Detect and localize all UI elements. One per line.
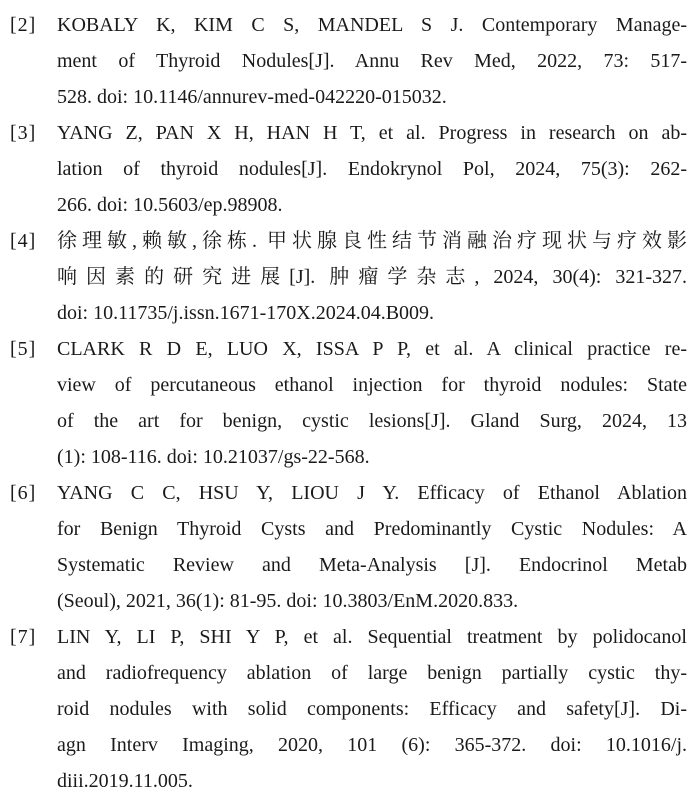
reference-text (57, 619, 687, 799)
ref-line: CLARK R D E, LUO X, ISSA P P, et al. A clinical practice re- (57, 338, 687, 360)
reference-text (57, 331, 687, 475)
ref-line: view of percutaneous ethanol injection for thyroid nodules: State (57, 374, 687, 396)
ref-line: and radiofrequency ablation of large benign partially cystic thy- (57, 662, 687, 684)
reference-number: [5] (10, 338, 37, 360)
ref-line: doi: 10.11735/j.issn.1671-170X.2024.04.B009. (57, 302, 435, 324)
ref-line: lation of thyroid nodules[J]. Endokrynol Pol, 2024, 75(3): 262- (57, 158, 687, 180)
ref-line: roid nodules with solid components: Efficacy and safety[J]. Di- (57, 698, 687, 720)
reference-number: [2] (10, 14, 37, 36)
reference-text (57, 7, 687, 115)
reference-item-5 (10, 331, 687, 475)
ref-line: 响因素的研究进展[J]. 肿瘤学杂志, 2024, 30(4): 321-327. (57, 266, 687, 288)
ref-line: 528. doi: 10.1146/annurev-med-042220-015032. (57, 86, 447, 108)
ref-line: YANG Z, PAN X H, HAN H T, et al. Progress in research on ab- (57, 122, 687, 144)
ref-line: KOBALY K, KIM C S, MANDEL S J. Contemporary Manage- (57, 14, 687, 36)
reference-item-7 (10, 619, 687, 799)
ref-line: diii.2019.11.005. (57, 770, 193, 792)
reference-text (57, 475, 687, 619)
reference-number: [7] (10, 626, 37, 648)
reference-number: [6] (10, 482, 37, 504)
ref-line: ment of Thyroid Nodules[J]. Annu Rev Med, 2022, 73: 517- (57, 50, 687, 72)
ref-line: Systematic Review and Meta-Analysis [J]. Endocrinol Metab (57, 554, 687, 576)
ref-line: 徐理敏,赖敏,徐栋. 甲状腺良性结节消融治疗现状与疗效影 (57, 230, 687, 252)
reference-item-2 (10, 7, 687, 115)
reference-item-6 (10, 475, 687, 619)
ref-line: of the art for benign, cystic lesions[J]. Gland Surg, 2024, 13 (57, 410, 687, 432)
reference-item-3 (10, 115, 687, 223)
reference-number: [3] (10, 122, 37, 144)
reference-item-4 (10, 223, 687, 331)
ref-line: (1): 108-116. doi: 10.21037/gs-22-568. (57, 446, 370, 468)
ref-line: (Seoul), 2021, 36(1): 81-95. doi: 10.3803/EnM.2020.833. (57, 590, 519, 612)
ref-line: LIN Y, LI P, SHI Y P, et al. Sequential treatment by polidocanol (57, 626, 687, 648)
ref-line: agn Interv Imaging, 2020, 101 (6): 365-372. doi: 10.1016/j. (57, 734, 687, 756)
ref-line: for Benign Thyroid Cysts and Predominantly Cystic Nodules: A (57, 518, 687, 540)
reference-text (57, 223, 687, 331)
reference-list (10, 7, 687, 799)
reference-text (57, 115, 687, 223)
ref-line: 266. doi: 10.5603/ep.98908. (57, 194, 283, 216)
ref-line: YANG C C, HSU Y, LIOU J Y. Efficacy of Ethanol Ablation (57, 482, 687, 504)
reference-number: [4] (10, 230, 37, 252)
